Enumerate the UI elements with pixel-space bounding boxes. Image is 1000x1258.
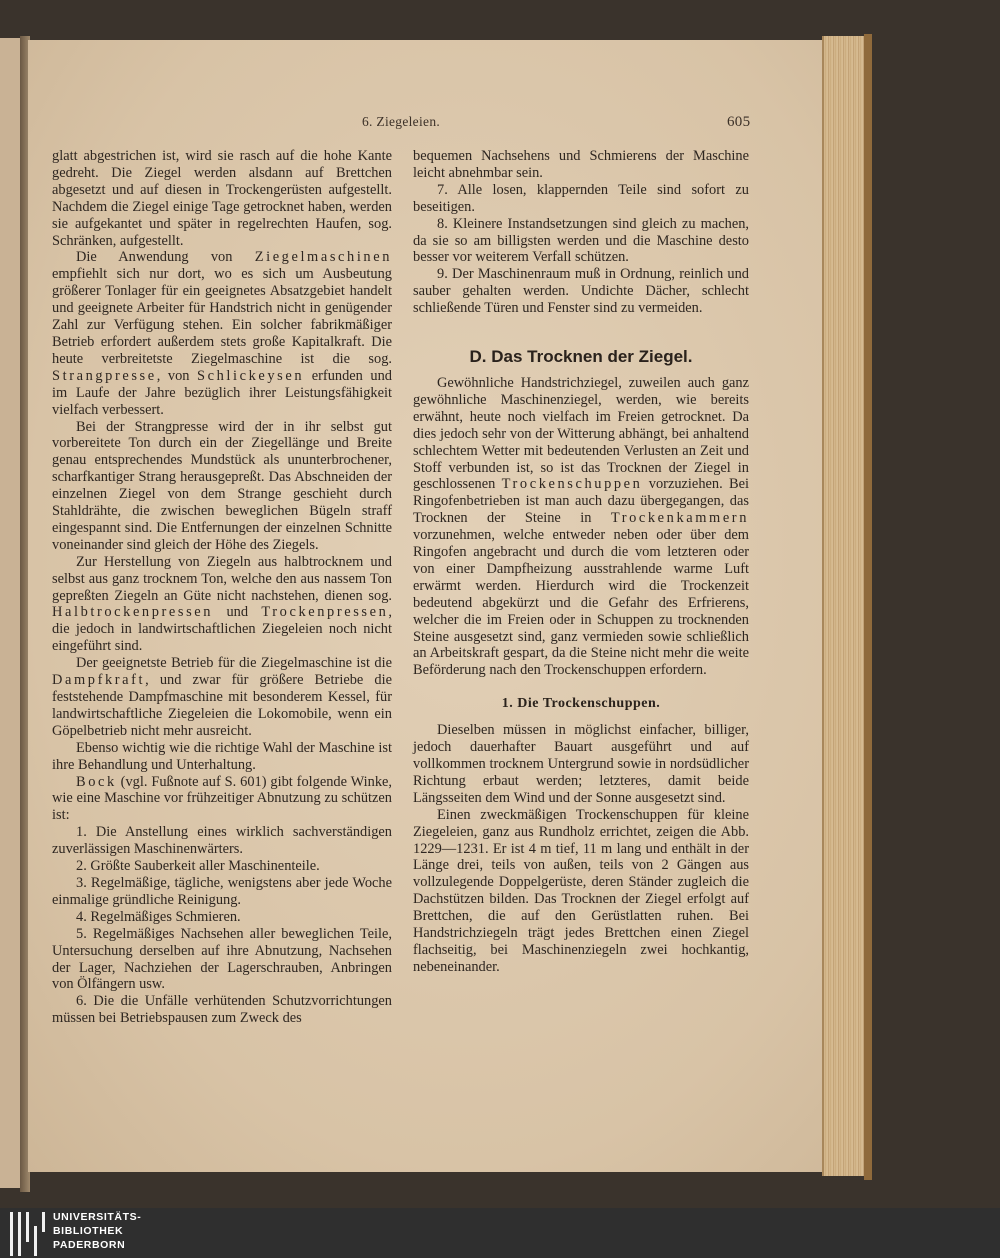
- paragraph: [52, 249, 392, 418]
- text-run: , und zwar für größere Betriebe die feststehende Dampfmaschine mit besonderem Kessel, für landwirtschaftliche Ziegeleien die Lokomobile, wenn ein Göpelbetrieb nicht mehr ausreicht.: [52, 672, 392, 739]
- left-column: [52, 148, 392, 1027]
- library-name-line-1: UNIVERSITÄTS-: [53, 1211, 142, 1223]
- right-column-top: [413, 148, 749, 317]
- spaced-term: Trockenpressen: [261, 604, 389, 621]
- spaced-term: Trockenschuppen: [501, 476, 643, 493]
- spaced-term: Ziegelmaschinen: [254, 249, 392, 266]
- paragraph: glatt abgestrichen ist, wird sie rasch auf die hohe Kante gedreht. Die Ziegel werden alsdann auf Brettchen abgesetzt und auf diesen in Trockengerüsten aufgestellt. Nachdem die Ziegel einige Tage getrocknet haben, werden sie aufgekantet und später in regelrechten Haufen, sog. Schränken, aufgestellt.: [52, 148, 392, 249]
- paragraph: 9. Der Maschinenraum muß in Ordnung, reinlich und sauber gehalten werden. Undichte Dächer, schlecht schließende Türen und Fenster sind zu vermeiden.: [413, 266, 749, 317]
- right-column-section: [413, 375, 749, 679]
- right-column-sub: [413, 722, 749, 976]
- text-run: und: [213, 604, 262, 621]
- paragraph: 8. Kleinere Instandsetzungen sind gleich zu machen, da sie so am billigsten werden und die Maschine desto besser vor weiterem Verfall schützen.: [413, 215, 749, 266]
- spaced-term: Trockenkammern: [610, 510, 749, 527]
- text-run: , die jedoch in landwirtschaftlichen Ziegeleien noch nicht eingeführt sind.: [52, 604, 392, 655]
- spaced-term: Bock: [76, 773, 117, 790]
- spaced-term: Schlickeysen: [197, 367, 305, 384]
- paragraph: 2. Größte Sauberkeit aller Maschinenteile.: [76, 858, 320, 875]
- paragraph: Ebenso wichtig wie die richtige Wahl der Maschine ist ihre Behandlung und Unterhaltung.: [52, 739, 392, 773]
- section-heading: D. Das Trocknen der Ziegel.: [469, 347, 693, 367]
- text-run: Gewöhnliche Handstrichziegel, zuweilen auch ganz gewöhnliche Maschinenziegel, werden, wie bereits erwähnt, heute noch vielfach im Freien getrocknet. Da dies jedoch sehr von der Witterung abhängt, bei anhaltend schlechtem Wetter mit bedeutenden Verlusten an Zeit und Stoff verbunden ist, so ist das Trocknen der Ziegel in geschlossenen: [413, 374, 749, 493]
- text-run: , von: [156, 367, 198, 384]
- left-page-edge: [0, 38, 22, 1188]
- text-run: Die Anwendung von: [76, 249, 255, 266]
- paragraph: [52, 774, 392, 825]
- paragraph: 7. Alle losen, klappernden Teile sind sofort zu beseitigen.: [413, 181, 749, 215]
- spaced-term: Dampfkraft: [52, 672, 146, 689]
- paragraph: [413, 375, 749, 679]
- spaced-term: Strangpresse: [52, 367, 157, 384]
- running-title: 6. Ziegeleien.: [362, 114, 441, 129]
- book-cover-edge: [864, 34, 872, 1180]
- text-run: vorzuziehen. Bei Ringofenbetrieben ist man auch dazu übergegangen, das Trocknen der Steine in: [413, 476, 749, 527]
- text-run: Der geeignetste Betrieb für die Ziegelmaschine ist die: [76, 655, 392, 672]
- text-run: empfiehlt sich nur dort, wo es sich um Ausbeutung größerer Tonlager für ein geeignetes Absatzgebiet handelt und geeignete Arbeiter für Handstrich nicht in genügender Zahl zur Verfügung stehen. Ein solcher fabrikmäßiger Betrieb erfordert außerdem stets große Kapitalkraft. Die heute verbreitetste Ziegelmaschine ist die sog.: [52, 266, 392, 367]
- paragraph: 6. Die die Unfälle verhütenden Schutzvorrichtungen müssen bei Betriebspausen zum Zweck des: [52, 993, 392, 1027]
- page-number: 605: [727, 114, 751, 130]
- paragraph: 3. Regelmäßige, tägliche, wenigstens aber jede Woche einmalige gründliche Reinigung.: [52, 874, 392, 908]
- text-run: (vgl. Fußnote auf S. 601) gibt folgende Winke, wie eine Maschine vor frühzeitiger Abnutzung zu schützen ist:: [52, 773, 392, 824]
- paragraph: 4. Regelmäßiges Schmieren.: [76, 908, 241, 925]
- paragraph: [52, 655, 392, 740]
- paragraph: bequemen Nachsehens und Schmierens der Maschine leicht abnehmbar sein.: [413, 148, 749, 181]
- library-name-line-3: PADERBORN: [53, 1239, 126, 1251]
- text-run: erfunden und im Laufe der Jahre bezüglich ihrer Leistungsfähigkeit vielfach verbessert.: [52, 367, 392, 418]
- sub-heading: 1. Die Trockenschuppen.: [501, 696, 661, 712]
- right-column: [413, 148, 749, 976]
- text-run: vorzunehmen, welche entweder neben oder über dem Ringofen angebracht und durch die vom letzteren oder von einer Dampfheizung ausstrahlende warme Luft erwärmt werden. Hierdurch wird die Trockenzeit bedeutend abgekürzt und die Gefahr des Erfrierens, welcher die im Freien oder in Schuppen zu trocknenden Steine ausgesetzt sind, ganz vermieden sowie schließlich an Arbeitskraft gespart, da die Steine nicht mehr die weite Beförderung nach den Trockenschuppen erfordern.: [413, 527, 749, 679]
- paragraph: 1. Die Anstellung eines wirklich sachverständigen zuverlässigen Maschinenwärters.: [52, 824, 392, 858]
- spaced-term: Halbtrockenpressen: [52, 604, 214, 621]
- paragraph: Einen zweckmäßigen Trockenschuppen für kleine Ziegeleien, ganz aus Rundholz errichtet, zeigen die Abb. 1229—1231. Er ist 4 m tief, 11 m lang und enthält in der Länge drei, teils von außen, teils von 2 Gängen aus vollzulegende Doppelgerüste, deren Ständer zugleich die Dachstützen bilden. Das Trocknen der Ziegel erfolgt auf Brettchen, die auf den Gerüstlatten ruhen. Bei Handstrichziegeln trägt jedes Brettchen einen Ziegel flachseitig, bei Maschinenziegeln zwei hochkantig, nebeneinander.: [413, 806, 749, 975]
- paragraph: [52, 554, 392, 655]
- library-logo-icon: [10, 1212, 48, 1256]
- library-footer: [0, 1208, 1000, 1258]
- page-edges: [822, 36, 868, 1176]
- library-name-line-2: BIBLIOTHEK: [53, 1225, 124, 1237]
- paragraph: 5. Regelmäßiges Nachsehen aller beweglichen Teile, Untersuchung derselben auf ihre Abnutzung, Nachsehen der Lager, Nachziehen der Lagerschrauben, Anbringen von Ölfängern usw.: [52, 925, 392, 993]
- paragraph: Bei der Strangpresse wird der in ihr selbst gut vorbereitete Ton durch ein der Ziegellänge und Breite genau entsprechendes Mundstück als ununterbrochener, scharfkantiger Strang herausgepreßt. Das Abschneiden der einzelnen Ziegel von dem Strange geschieht durch Stahldrähte, die zwischen beweglichen Bügeln straff eingespannt sind. Die Entfernungen der einzelnen Schnitte voneinander sind gleich der Höhe des Ziegels.: [52, 418, 392, 553]
- paragraph: Dieselben müssen in möglichst einfacher, billiger, jedoch dauerhafter Bauart ausgeführt und auf vollkommen trocknem Untergrund sowie in nordsüdlicher Richtung erbaut werden; letzteres, damit beide Längsseiten dem Wind und der Sonne ausgesetzt sind.: [413, 722, 749, 806]
- text-run: Zur Herstellung von Ziegeln aus halbtrocknem und selbst aus ganz trocknem Ton, welche den aus nassem Ton gepreßten Ziegeln an Güte nicht nachstehen, dienen sog.: [52, 553, 392, 604]
